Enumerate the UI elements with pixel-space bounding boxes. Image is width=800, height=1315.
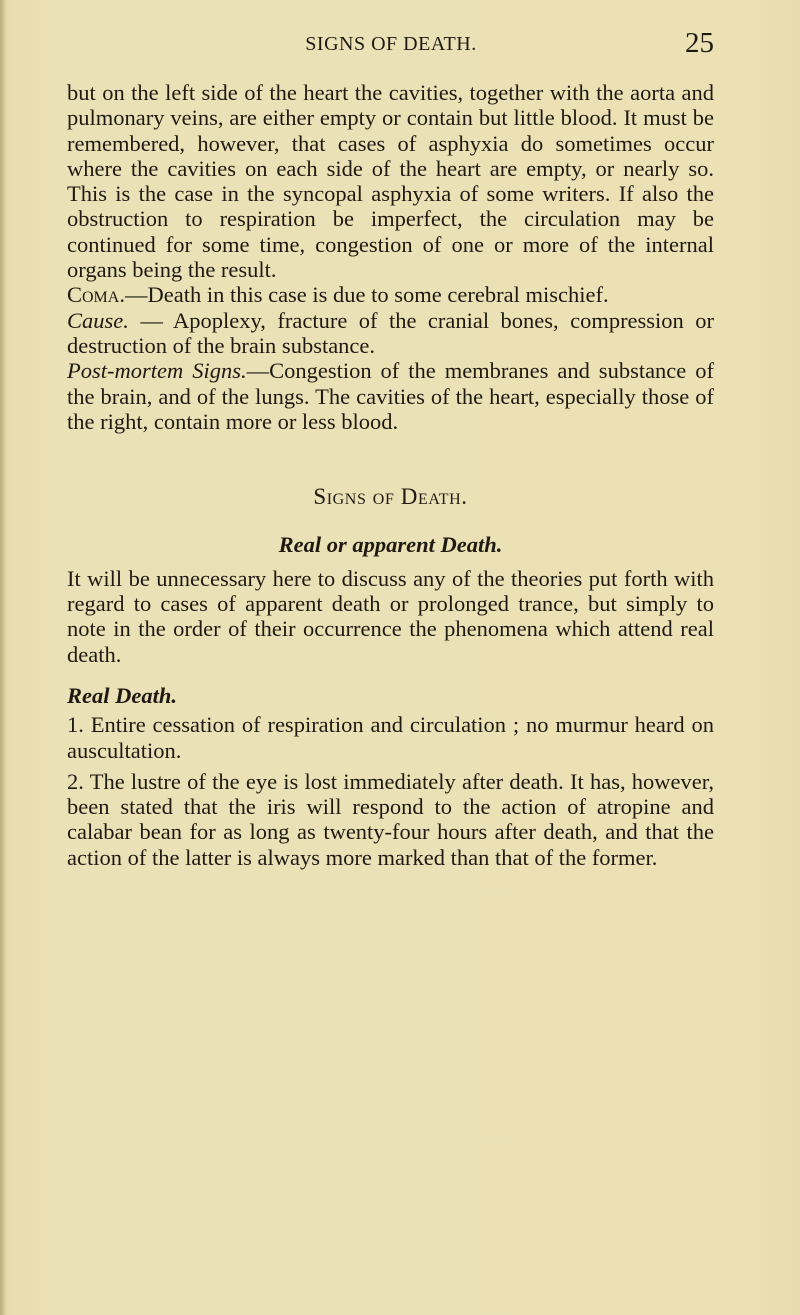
paragraph-cause [67, 308, 714, 359]
coma-text: —Death in this case is due to some cerebral mischief. [124, 282, 609, 308]
subheading-real-or-apparent: Real or apparent Death. [278, 532, 503, 558]
coma-term: Coma. [67, 282, 125, 308]
postmortem-term: Post-mortem Signs. [67, 358, 247, 384]
page-header [68, 27, 714, 61]
section-heading: Signs of Death. [313, 484, 468, 510]
cause-term: Cause. [67, 307, 129, 333]
paragraph-intro: It will be unnecessary here to discuss any of the theories put forth with regard to cases of apparent death or prolonged trance, but simply to note in the order of their occurrence the phenomena which attend real death. [67, 565, 714, 667]
page-gutter-shadow [0, 0, 6, 1315]
paragraph-asphyxia-continued: but on the left side of the heart the cavities, together with the aorta and pulmonary veins, are either empty or contain but little blood. It must be remembered, however, that cases of asphyxia do sometimes occur where the cavities on each side of the heart are empty, or nearly so. This is the case in the syncopal asphyxia of some writers. If also the obstruction to respiration be imperfect, the circulation may be continued for some time, congestion of one or more of the internal organs being the result. [67, 80, 714, 283]
list-item-1: 1. Entire cessation of respiration and circulation ; no murmur heard on auscultation. [67, 712, 714, 763]
cause-text: — Apoplexy, fracture of the cranial bones, compression or destruction of the brain substance. [67, 307, 714, 358]
running-head: SIGNS OF DEATH. [305, 33, 477, 55]
list-item-2: 2. The lustre of the eye is lost immediately after death. It has, however, been stated that the iris will respond to the action of atropine and calabar bean for as long as twenty-four hours after death, and that the action of the latter is always more marked than that of the former. [67, 768, 714, 870]
page-number: 25 [685, 27, 714, 59]
heading-real-death: Real Death. [67, 682, 177, 708]
page-body [67, 80, 714, 870]
postmortem-text: —Congestion of the membranes and substance of the brain, and of the lungs. The cavities of the heart, especially those of the right, contain more or less blood. [67, 358, 714, 434]
paragraph-coma [67, 282, 714, 307]
paragraph-postmortem-signs [67, 358, 714, 434]
